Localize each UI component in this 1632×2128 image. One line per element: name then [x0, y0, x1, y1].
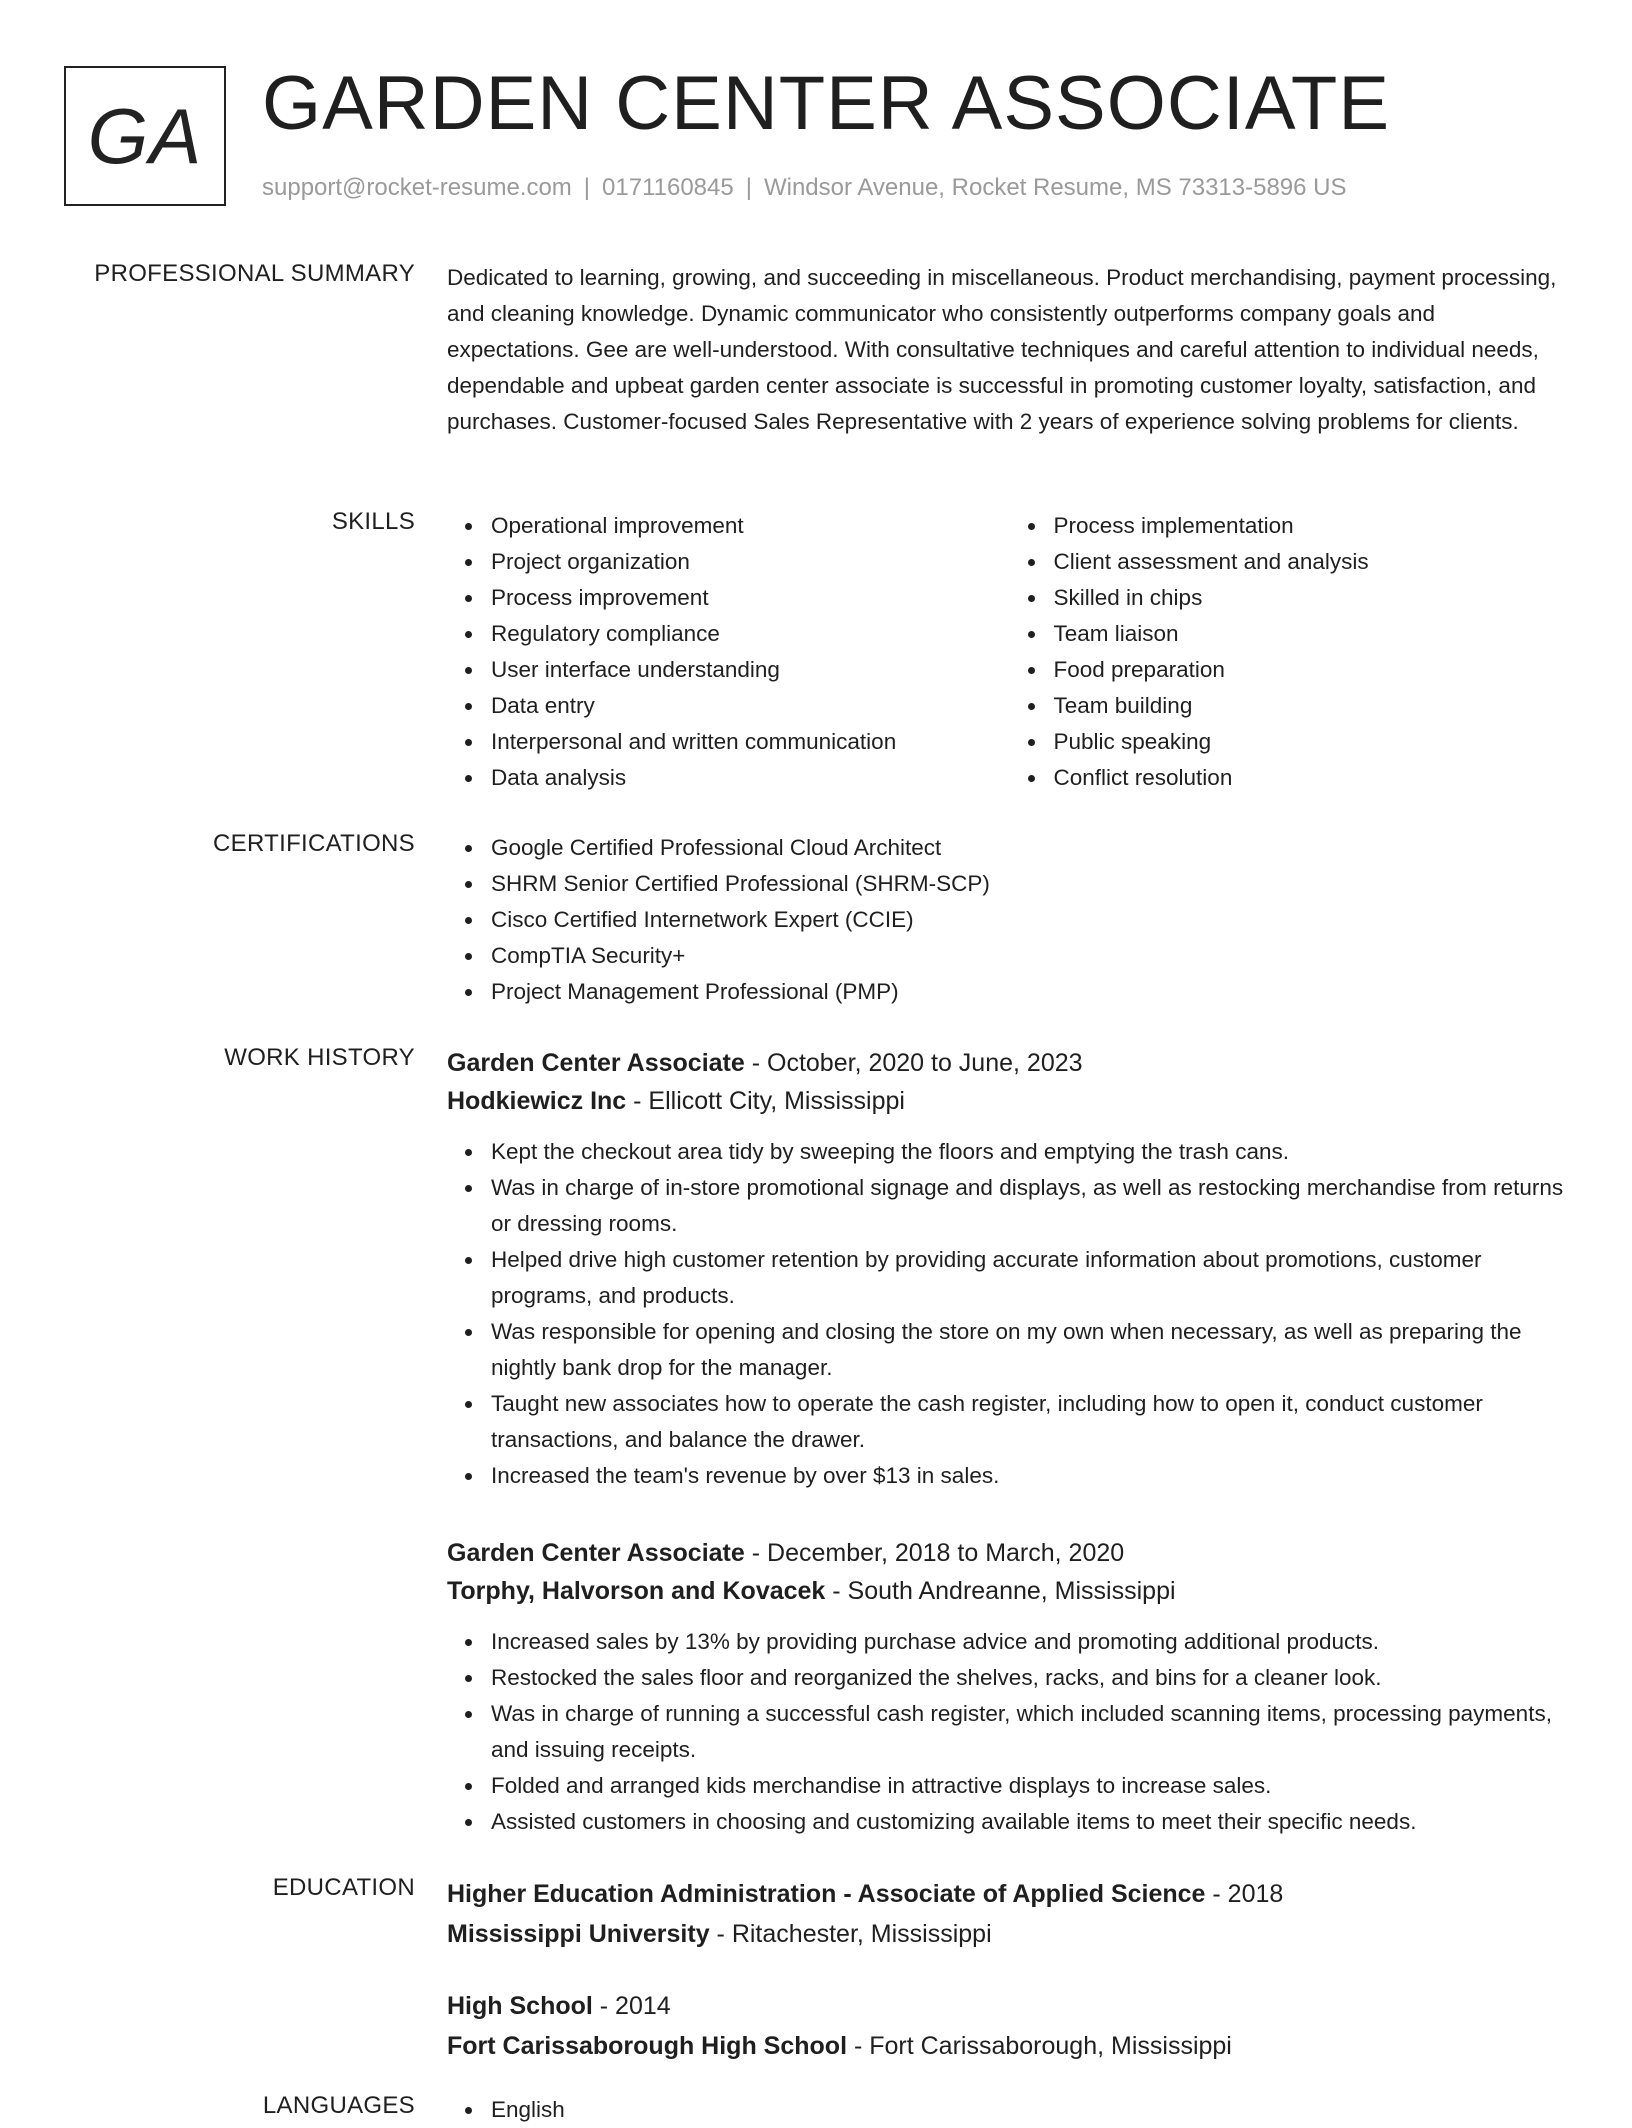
section-label: SKILLS [331, 508, 415, 535]
education-location: - Ritachester, Mississippi [709, 1920, 992, 1948]
contact-separator: | [745, 174, 752, 201]
education-entry [447, 1986, 1572, 2066]
job-title-line [447, 1044, 1572, 1082]
resume-header [64, 61, 1584, 216]
education-school: Fort Carissaborough High School [447, 2032, 848, 2060]
job-dates: - December, 2018 to March, 2020 [744, 1539, 1125, 1567]
job-entry [447, 1044, 1572, 1494]
languages-body [447, 2092, 1572, 2128]
education-school: Mississippi University [447, 1920, 710, 1948]
job-location: - Ellicott City, Mississippi [626, 1087, 905, 1115]
job-dates: - October, 2020 to June, 2023 [744, 1049, 1083, 1077]
contact-address: Windsor Avenue, Rocket Resume, MS 73313-5896 US [763, 174, 1347, 201]
job-location: - South Andreanne, Mississippi [825, 1577, 1176, 1605]
work-history-body [447, 1044, 1572, 1840]
education-body [447, 1874, 1572, 2066]
skill-item: Food preparation [1054, 652, 1573, 688]
section-label: PROFESSIONAL SUMMARY [94, 260, 415, 287]
certification-item: CompTIA Security+ [491, 938, 1572, 974]
job-bullet: Increased sales by 13% by providing purchase advice and promoting additional products. [491, 1624, 1572, 1660]
section-label: CERTIFICATIONS [213, 830, 415, 857]
skill-item: Project organization [491, 544, 1010, 580]
job-bullet: Was in charge of running a successful cash register, which included scanning items, processing payments, and issuing receipts. [491, 1696, 1572, 1768]
education-school-line [447, 1914, 1572, 1954]
job-bullets [447, 1624, 1572, 1840]
job-bullet: Assisted customers in choosing and customizing available items to meet their specific needs. [491, 1804, 1572, 1840]
skill-item: Skilled in chips [1054, 580, 1573, 616]
education-year: - 2018 [1205, 1880, 1284, 1908]
education-school-line [447, 2026, 1572, 2066]
job-bullet: Folded and arranged kids merchandise in attractive displays to increase sales. [491, 1768, 1572, 1804]
skill-item: Interpersonal and written communication [491, 724, 1010, 760]
job-company-line [447, 1082, 1572, 1120]
section-label: EDUCATION [272, 1874, 415, 1901]
certification-item: Cisco Certified Internetwork Expert (CCIE) [491, 902, 1572, 938]
education-degree-line [447, 1986, 1572, 2026]
certifications-list [447, 830, 1572, 1010]
job-company-line [447, 1572, 1572, 1610]
education-entry [447, 1874, 1572, 1954]
job-bullet: Taught new associates how to operate the cash register, including how to open it, conduct customer transactions, and balance the drawer. [491, 1386, 1572, 1458]
education-location: - Fort Carissaborough, Mississippi [847, 2032, 1232, 2060]
job-title: Garden Center Associate [447, 1539, 745, 1567]
certification-item: Google Certified Professional Cloud Architect [491, 830, 1572, 866]
skill-item: Process implementation [1054, 508, 1573, 544]
education-degree: Higher Education Administration - Associate of Applied Science [447, 1880, 1206, 1908]
skill-item: Operational improvement [491, 508, 1010, 544]
job-bullet: Kept the checkout area tidy by sweeping the floors and emptying the trash cans. [491, 1134, 1572, 1170]
skill-item: Regulatory compliance [491, 616, 1010, 652]
language-item: English [491, 2092, 1572, 2128]
job-bullet: Restocked the sales floor and reorganized the shelves, racks, and bins for a cleaner look. [491, 1660, 1572, 1696]
skills-body [447, 508, 1572, 796]
certifications-body [447, 830, 1572, 1010]
languages-list [447, 2092, 1572, 2128]
education-degree-line [447, 1874, 1572, 1914]
skill-item: Process improvement [491, 580, 1010, 616]
job-bullets [447, 1134, 1572, 1494]
skill-item: Public speaking [1054, 724, 1573, 760]
skills-list-right [1010, 508, 1573, 796]
monogram-logo [64, 66, 226, 206]
resume-title: GARDEN CENTER ASSOCIATE [262, 61, 1391, 146]
certification-item: SHRM Senior Certified Professional (SHRM-SCP) [491, 866, 1572, 902]
section-label: LANGUAGES [262, 2092, 415, 2119]
skill-item: Team liaison [1054, 616, 1573, 652]
job-company: Hodkiewicz Inc [447, 1087, 627, 1115]
job-bullet: Was responsible for opening and closing the store on my own when necessary, as well as preparing the nightly bank drop for the manager. [491, 1314, 1572, 1386]
skill-item: User interface understanding [491, 652, 1010, 688]
contact-separator: | [583, 174, 591, 201]
job-bullet: Was in charge of in-store promotional signage and displays, as well as restocking merchandise from returns or dressing rooms. [491, 1170, 1572, 1242]
skills-list-left [447, 508, 1010, 796]
summary-text: Dedicated to learning, growing, and succeeding in miscellaneous. Product merchandising, payment processing, and cleaning knowledge. Dynamic communicator who consistently outperforms company goals and expectations. Gee are well-understood. With consultative techniques and careful attention to individual needs, dependable and upbeat garden center associate is successful in promoting customer loyalty, satisfaction, and purchases. Customer-focused Sales Representative with 2 years of experience solving problems for clients. [447, 265, 1557, 434]
certification-item: Project Management Professional (PMP) [491, 974, 1572, 1010]
section-label: WORK HISTORY [224, 1044, 415, 1071]
job-title: Garden Center Associate [447, 1049, 745, 1077]
education-year: - 2014 [592, 1992, 671, 2020]
skill-item: Data analysis [491, 760, 1010, 796]
job-bullet: Increased the team's revenue by over $13 in sales. [491, 1458, 1572, 1494]
job-entry [447, 1534, 1572, 1840]
skill-item: Client assessment and analysis [1054, 544, 1573, 580]
skill-item: Conflict resolution [1054, 760, 1573, 796]
job-company: Torphy, Halvorson and Kovacek [447, 1577, 826, 1605]
skill-item: Team building [1054, 688, 1573, 724]
job-bullet: Helped drive high customer retention by providing accurate information about promotions, customer programs, and products. [491, 1242, 1572, 1314]
monogram-initials: GA [87, 91, 203, 180]
job-title-line [447, 1534, 1572, 1572]
contact-line [262, 174, 1347, 202]
contact-phone[interactable]: 0171160845 [602, 174, 734, 201]
skill-item: Data entry [491, 688, 1010, 724]
contact-email[interactable]: support@rocket-resume.com [262, 174, 572, 201]
education-degree: High School [447, 1992, 593, 2020]
